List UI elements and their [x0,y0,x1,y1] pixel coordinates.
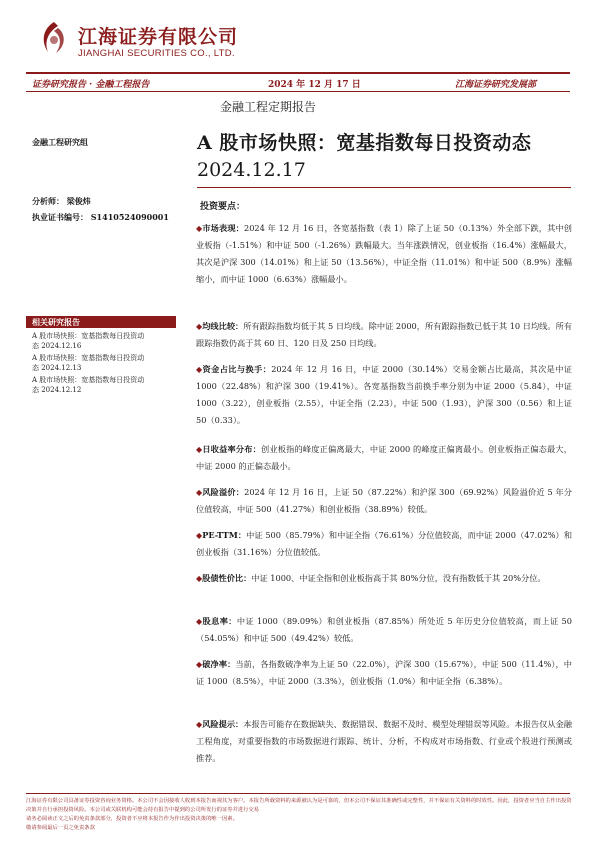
key-point-moving-average [196,318,572,352]
related-report-link[interactable]: A 股市场快照：宽基指数每日投资动 [32,354,145,362]
bullet-icon: ◆ [196,365,203,374]
footer-disclaimer-link[interactable]: 敬请参阅最后一页之免责条款 [26,825,95,831]
key-point-text: 2024 年 12 月 16 日，中证 2000（30.14%）交易金额占比最高，其次是中证 1000（22.48%）和沪深 300（19.41%）。各宽基指数当前换手率分别为中证 2000（5.84），中证 1000（3.22），创业板指（2.55），中证全指（2.23），中证 500（1.93），沪深 300（0.56）和上证 50（0.33）。 [196,364,572,426]
related-report-date: 态 2024.12.16 [32,342,82,350]
related-report-link[interactable]: A 股市场快照：宽基指数每日投资动 [32,332,145,340]
research-group: 金融工程研究组 [32,137,88,147]
related-reports-title: 相关研究报告 [32,317,80,327]
bullet-icon: ◆ [196,322,203,331]
report-title: A 股市场快照：宽基指数每日投资动态 [197,132,532,154]
key-point-lead: 股息率： [202,616,237,626]
key-point-lead: PE-TTM： [202,530,247,540]
key-point-lead: 均线比较： [202,321,244,331]
title-divider [197,187,571,188]
report-title-date: 2024.12.17 [197,159,306,181]
key-point-lead: 风险溢价： [202,487,245,497]
header-divider [26,72,570,74]
key-point-pe-ttm [196,527,572,561]
header-report-category: 证券研究报告 · 金融工程报告 [32,80,150,90]
key-point-below-book-ratio [196,656,572,690]
header-date: 2024 年 12 月 17 日 [268,80,361,90]
key-point-lead: 破净率： [202,659,236,669]
footer-disclaimer-line: 江海证券有限公司具备证券投资咨询业务资格。本公司不会因接收人收到本报告而视其为客户。本报告所载资料的来源被认为是可靠的，但本公司不保证其准确性或完整性，并不保证有关资料的时效性。因此，投资者应当自主作出投资决策并自行承担投资风险。本公司或关联机构可能会持有报告中提到的公司所发行的证券并进行交易 [26,798,572,813]
key-point-lead: 股债性价比： [202,573,252,583]
key-point-return-distribution [196,441,572,475]
bullet-icon: ◆ [196,660,203,669]
key-point-text: 2024 年 12 月 16 日，上证 50（87.22%）和沪深 300（69.92%）风险溢价近 5 年分位值较高，中证 500（41.27%）和创业板指（38.89%）较低。 [196,487,572,515]
key-points-heading: 投资要点： [200,202,246,212]
report-type: 金融工程定期报告 [220,100,317,114]
key-point-equity-bond-ratio [196,570,572,587]
header-department: 江海证券研究发展部 [455,80,537,90]
logo-english-name: JIANGHAI SECURITIES CO., LTD. [78,48,235,59]
certificate-number: 执业证书编号： S1410524090001 [32,212,169,222]
key-point-lead: 市场表现： [202,223,244,233]
bullet-icon: ◆ [196,531,203,540]
key-point-risk-warning [196,716,572,767]
logo-chinese-name: 江海证券有限公司 [78,26,239,48]
key-point-dividend-yield [196,613,572,647]
key-point-text: 2024 年 12 月 16 日，各宽基指数（表 1）除了上证 50（0.13%）外全部下跌，其中创业板指（-1.51%）和中证 500（-1.26%）跌幅最大。当年涨跌情况，创业板指（16.4%）涨幅最大，其次是沪深 300（14.01%）和上证 50（13.56%），中证全指（11.01%）和中证 500（8.9%）涨幅缩小，而中证 1000（6.63%）涨幅最小。 [196,223,572,285]
key-point-text: 所有跟踪指数均低于其 5 日均线。除中证 2000，所有跟踪指数已低于其 10 日均线。所有跟踪指数仍高于其 60 日、120 日及 250 日均线。 [196,321,572,349]
footer-disclaimer [26,797,572,833]
related-report-date: 态 2024.12.12 [32,386,82,394]
key-point-text: 中证 1000（89.09%）和创业板指（87.85%）所处近 5 年历史分位值较高，而上证 50（54.05%）和中证 500（49.42%）较低。 [196,616,572,644]
company-logo-icon [36,20,72,56]
key-point-market-performance [196,220,572,288]
key-point-lead: 风险提示： [202,719,244,729]
bullet-icon: ◆ [196,445,203,454]
key-point-text: 本报告可能存在数据缺失、数据错误、数据不及时、模型处理错误等风险。本报告仅从金融工程角度，对重要指数的市场数据进行跟踪、统计、分析，不构成对市场指数、行业或个股进行预测或推荐。 [196,719,572,764]
footer-divider [26,793,570,794]
bullet-icon: ◆ [196,617,203,626]
bullet-icon: ◆ [196,574,203,583]
footer-disclaimer-line: 请务必阅读正文之后的免责条款部分，投资者不应将本报告作为作出投资决策的唯一因素。 [26,816,238,822]
key-point-text: 当前，各指数破净率为上证 50（22.0%），沪深 300（15.67%），中证 500（11.4%），中证 1000（8.5%），中证 2000（3.3%），创业板指（1.0%）和中证全指（6.38%）。 [196,659,572,687]
bullet-icon: ◆ [196,720,203,729]
analyst-name: 分析师： 梁俊炜 [32,196,91,206]
key-point-lead: 日收益率分布： [202,444,261,454]
related-report-link[interactable]: A 股市场快照：宽基指数每日投资动 [32,376,145,384]
key-point-risk-premium [196,484,572,518]
header-subdivider [26,91,570,92]
key-point-text: 中证 1000、中证全指和创业板指高于其 80%分位，没有指数低于其 20%分位。 [251,573,546,583]
key-point-text: 中证 500（85.79%）和中证全指（76.61%）分位值较高，而中证 2000（47.02%）和创业板指（31.16%）分位值较低。 [196,530,573,558]
key-point-turnover [196,361,572,429]
bullet-icon: ◆ [196,488,203,497]
bullet-icon: ◆ [196,224,203,233]
key-point-lead: 资金占比与换手： [202,364,272,374]
key-point-text: 创业板指的峰度正偏离最大，中证 2000 的峰度正偏离最小。创业板指正偏态最大，中证 2000 的正偏态最小。 [196,444,572,472]
related-report-date: 态 2024.12.13 [32,364,82,372]
